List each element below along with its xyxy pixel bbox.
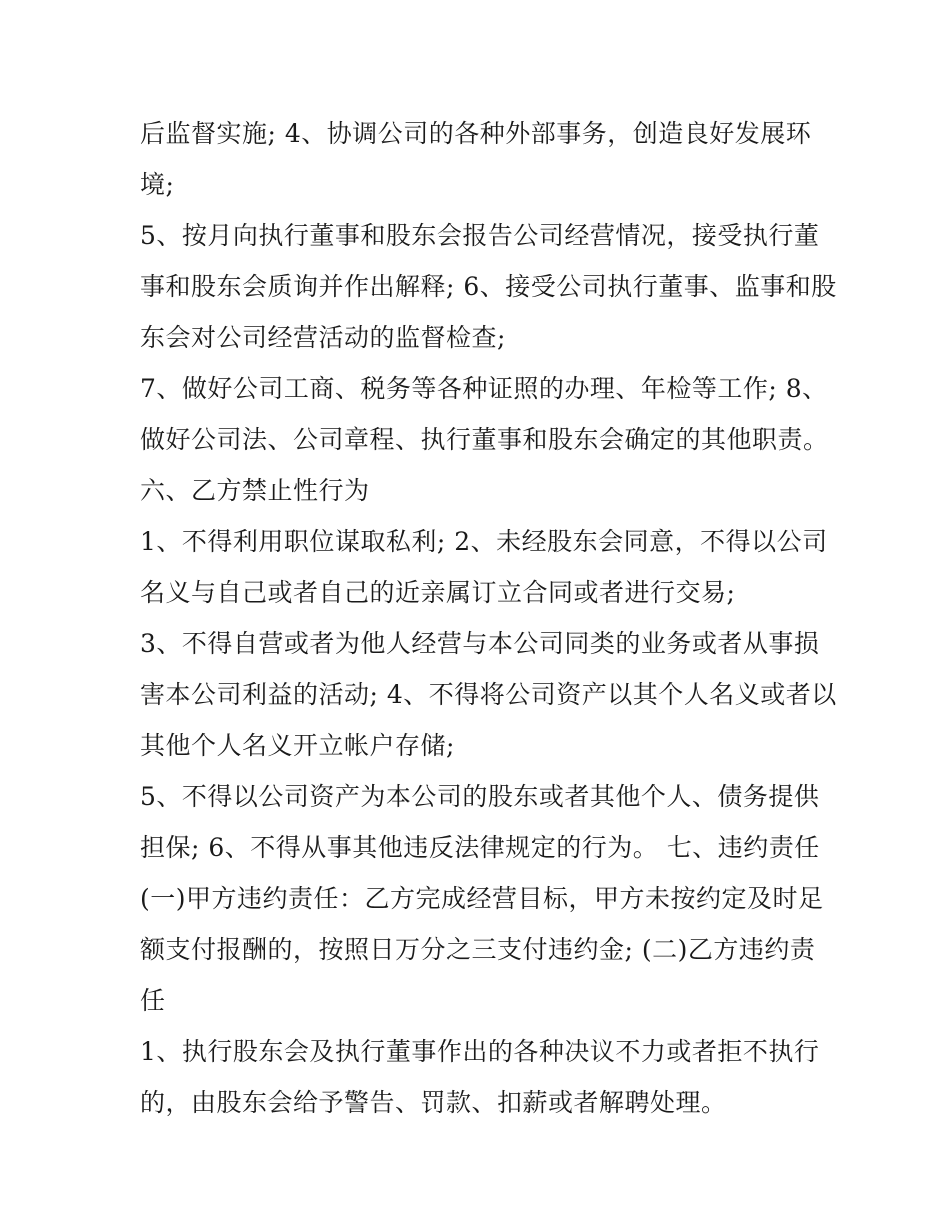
text-line: (一)甲方违约责任：乙方完成经营目标，甲方未按约定及时足	[140, 884, 824, 913]
text-line: 3、不得自营或者为他人经营与本公司同类的业务或者从事损	[140, 629, 820, 658]
document-body	[140, 108, 837, 1128]
text-line: 其他个人名义开立帐户存储;	[140, 731, 455, 760]
text-line: 额支付报酬的，按照日万分之三支付违约金; (二)乙方违约责	[140, 935, 816, 964]
text-line: 境;	[140, 170, 175, 199]
text-line: 事和股东会质询并作出解释; 6、接受公司执行董事、监事和股	[140, 272, 837, 301]
text-line: 1、不得利用职位谋取私利; 2、未经股东会同意，不得以公司	[140, 527, 828, 556]
text-line: 东会对公司经营活动的监督检查;	[140, 323, 506, 352]
text-line: 任	[140, 986, 166, 1015]
text-line: 后监督实施; 4、协调公司的各种外部事务，创造良好发展环	[140, 119, 812, 148]
text-line: 5、不得以公司资产为本公司的股东或者其他个人、债务提供	[140, 782, 820, 811]
text-line: 7、做好公司工商、税务等各种证照的办理、年检等工作; 8、	[140, 374, 828, 403]
text-line: 做好公司法、公司章程、执行董事和股东会确定的其他职责。	[140, 425, 829, 454]
text-line: 名义与自己或者自己的近亲属订立合同或者进行交易;	[140, 578, 736, 607]
text-line: 1、执行股东会及执行董事作出的各种决议不力或者拒不执行	[140, 1037, 820, 1066]
text-line: 5、按月向执行董事和股东会报告公司经营情况，接受执行董	[140, 221, 820, 250]
text-line: 害本公司利益的活动; 4、不得将公司资产以其个人名义或者以	[140, 680, 837, 709]
text-line: 担保; 6、不得从事其他违反法律规定的行为。 七、违约责任	[140, 833, 820, 862]
section-heading: 六、乙方禁止性行为	[140, 476, 370, 505]
text-line: 的，由股东会给予警告、罚款、扣薪或者解聘处理。	[140, 1088, 727, 1117]
